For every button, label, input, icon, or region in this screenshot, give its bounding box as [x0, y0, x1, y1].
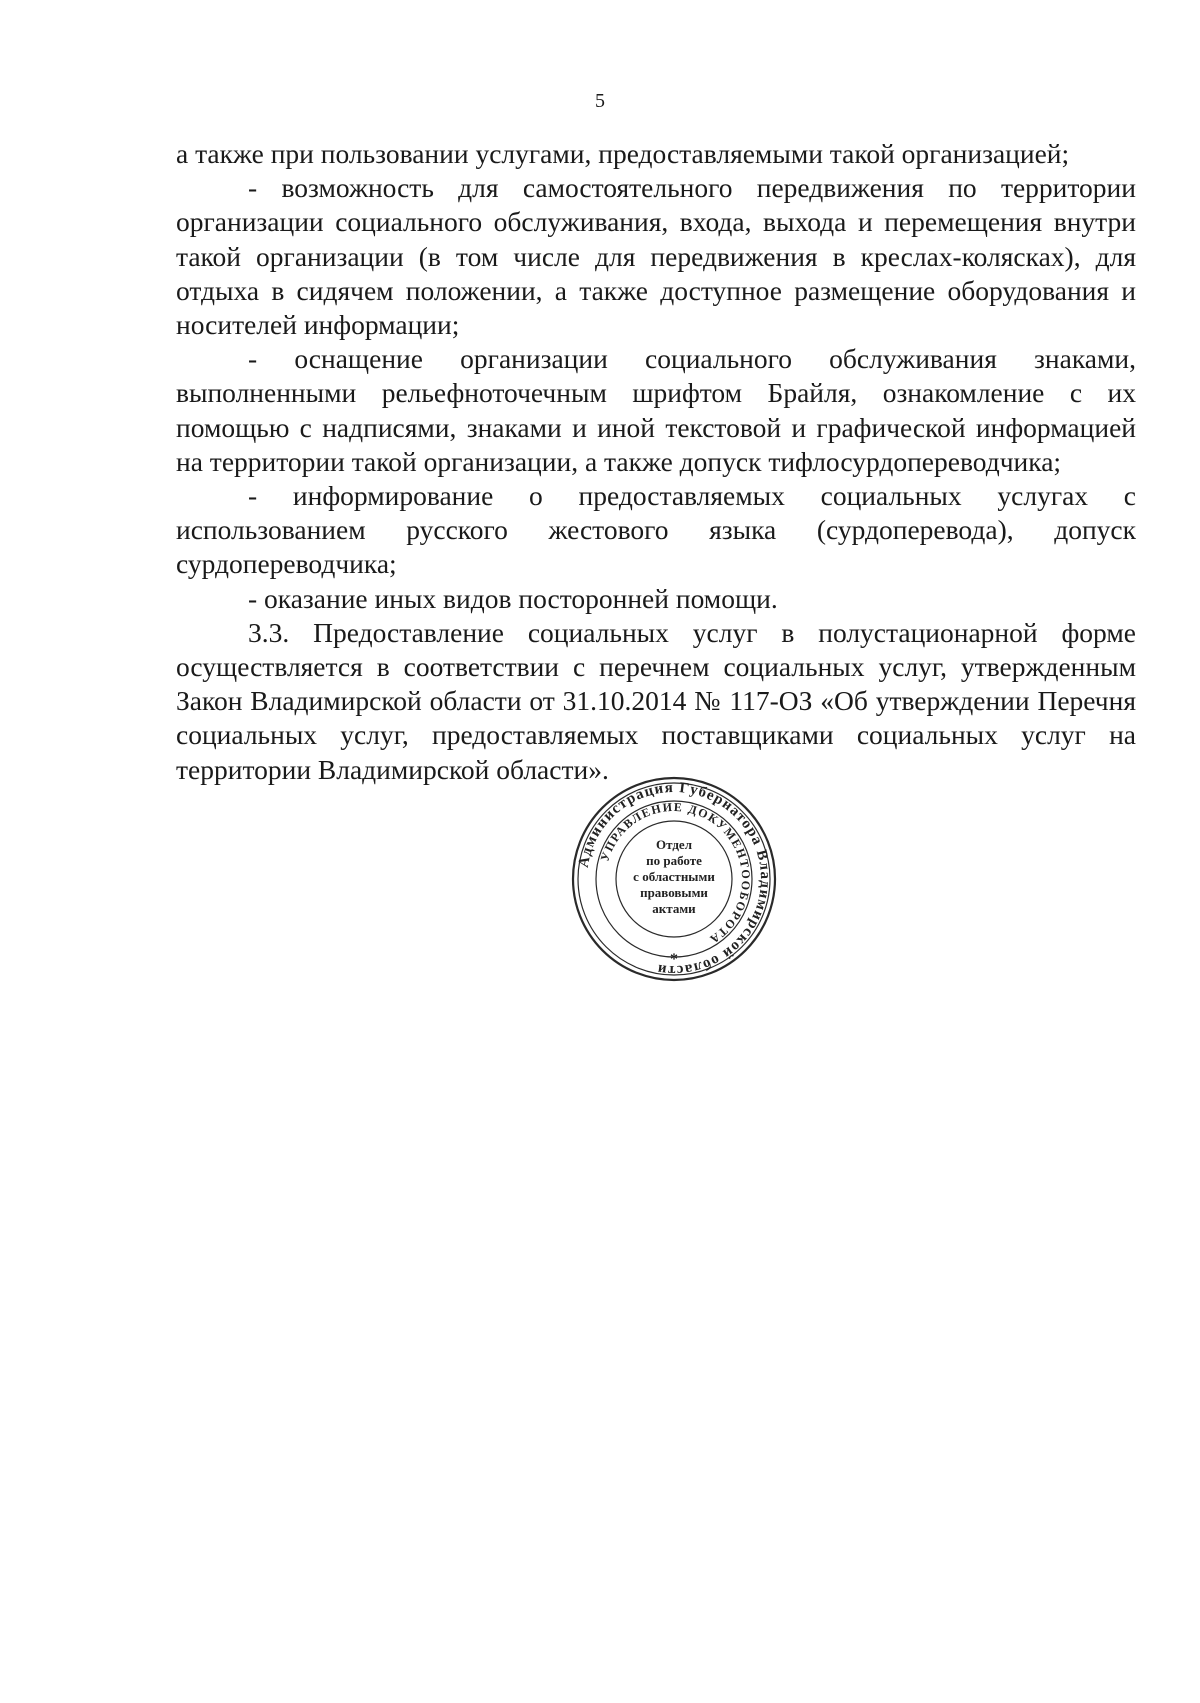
paragraph-other-help: - оказание иных видов посторонней помощи.	[248, 582, 778, 614]
paragraph-section-3-3: 3.3. Предоставление социальных услуг в полустационарной форме осуществляется в соответствии с перечнем социальных услуг, утвержденным Закон Владимирской области от 31.10.2014 № 117-ОЗ «Об утверждении Перечня социальных услуг, предоставляемых поставщиками социальных услуг на территории Владимирской области».	[176, 616, 1136, 785]
page-number: 5	[595, 90, 605, 112]
stamp-center-text	[624, 837, 724, 917]
stamp-star-icon: *	[670, 951, 678, 968]
stamp-center-line: Отдел	[656, 837, 692, 852]
stamp-outer-text: Администрация Губернатора Владимирской области	[575, 779, 774, 979]
document-body	[176, 137, 1136, 787]
paragraph-continuation: а также при пользовании услугами, предоставляемыми такой организацией;	[176, 138, 1070, 169]
stamp-center-line: правовыми	[640, 885, 708, 900]
stamp-center-line: по работе	[646, 853, 702, 868]
stamp-center-line: с областными	[633, 869, 715, 884]
paragraph-sign-language: - информирование о предоставляемых социальных услугах с использованием русского жестового языка (сурдоперевода), допуск сурдопереводчика;	[176, 480, 1136, 580]
stamp-center-line: актами	[652, 901, 696, 916]
stamp-inner-text: УПРАВЛЕНИЕ ДОКУМЕНТООБОРОТА	[597, 799, 754, 948]
official-stamp-seal	[570, 775, 778, 983]
paragraph-mobility: - возможность для самостоятельного передвижения по территории организации социального обслуживания, входа, выхода и перемещения внутри такой организации (в том числе для передвижения в креслах-колясках), для отдыха в сидячем положении, а также доступное размещение оборудования и носителей информации;	[176, 172, 1136, 341]
paragraph-braille: - оснащение организации социального обслуживания знаками, выполненными рельефноточечным шрифтом Брайля, ознакомление с их помощью с надписями, знаками и иной текстовой и графической информацией на территории такой организации, а также допуск тифлосурдопереводчика;	[176, 343, 1136, 477]
